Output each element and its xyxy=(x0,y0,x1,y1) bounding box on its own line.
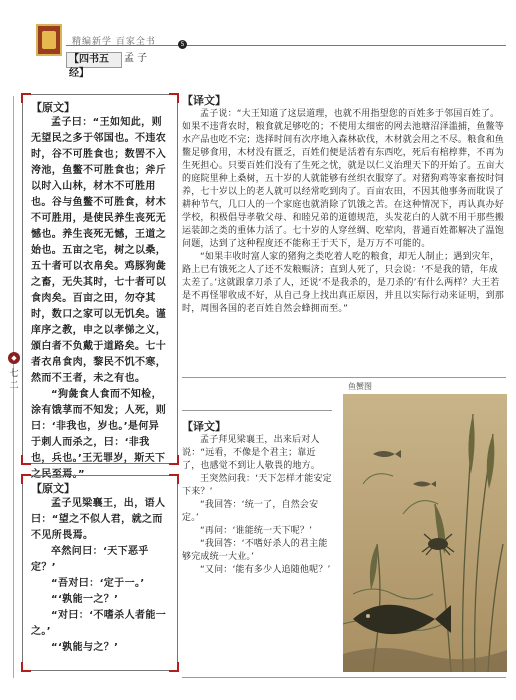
original-paragraph: “‘孰能一之？’ xyxy=(51,594,119,605)
original-paragraph: “‘孰能与之？’ xyxy=(51,642,119,653)
original-paragraph: “吾对曰：‘定于一。’ xyxy=(51,578,145,589)
painting-caption: 鱼蟹图 xyxy=(348,382,372,391)
translation-paragraph: 孟子说：“大王知道了这层道理，也就不用指望您的百姓多于邻国百姓了。如果不违背农时，粮食就足够吃的；不使用太细密的网去池塘沼泽滥捕，鱼鳖等水产品也吃不完；选择时间有次序地入森林砍伐，木材就会用之不尽。粮食和鱼鳖足够食用，木材没有匮乏，百姓们便是活着有东西吃，死后有棺椁葬，不再为生死担心。只要百姓们没有了生死之忧，就是以仁义治理天下的开始了。五亩大的庭院里种上桑树，五十岁的人就能够有丝织衣服穿了。对猪狗鸡等家畜按时饲养，七十岁以上的老人就可以经常吃到肉了。百亩农田，不因其他事务而耽误了耕种节气，几口人的一个家庭也就消除了饥饿之苦。在这种情况下，再认真办好学校，积极倡导孝敬父母、和睦兄弟的道德规范，头发花白的人就不用干那些搬运装卸之类的重体力活了。七十岁的人穿丝绸、吃荤肉，普通百姓都解决了温饱问题，达到了这种程度还不能称王于天下，是万万不可能的。 xyxy=(182,109,505,249)
translation-block-2 xyxy=(182,420,332,577)
original-text-box-1 xyxy=(22,94,178,480)
section-title: 【译文】 xyxy=(182,94,226,107)
original-paragraph: 孟子见梁襄王，出，语人曰：“望之不似人君，就之而不见所畏焉。 xyxy=(31,498,166,541)
translation-paragraph: “我回答：‘统一了，自然会安定。’ xyxy=(182,500,319,523)
original-paragraph: 卒然问曰：‘天下恶乎定？’ xyxy=(31,546,149,573)
book-emblem-icon xyxy=(36,24,62,56)
translation-paragraph: “又问：‘能有多少人追随他呢？’ xyxy=(200,565,331,575)
book-title: 【四书五经】 xyxy=(66,52,122,68)
series-title: 精编新学 百家全书 xyxy=(72,37,156,47)
translation-paragraph: “如果丰收时富人家的猪狗之类吃着人吃的粮食，却无人制止；遇到灾年，路上已有饿死之人了还不发粮赈济；直到人死了，只会说：‘不是我的错，年成太差了。’这就跟拿刀杀了人，还说‘不是我杀的，是刀杀的’有什么两样？大王若是不再怪罪收成不好，从自己身上找出真正原因，并且以实际行动来证明，到那时，周围各国的老百姓自然会蜂拥而至。” xyxy=(182,252,505,314)
section-divider xyxy=(182,410,332,411)
bottom-rule xyxy=(182,677,506,678)
header-rule xyxy=(66,45,506,46)
translation-paragraph: 孟子拜见梁襄王，出来后对人说：“远看，不像是个君主；靠近了，也感觉不到让人敬畏的地方。 xyxy=(182,435,321,471)
section-title: 【原文】 xyxy=(31,101,75,114)
translation-paragraph: 王突然问我：‘天下怎样才能安定下来？’ xyxy=(182,474,332,497)
section-divider xyxy=(182,377,506,378)
section-title: 【译文】 xyxy=(182,420,226,433)
original-paragraph: 孟子曰：“王如知此，则无望民之多于邻国也。不违农时，谷不可胜食也；数罟不入洿池，鱼鳖不可胜食也；斧斤以时入山林，材木不可胜用也。谷与鱼鳖不可胜食，材木不可胜用，是使民养生丧死无憾也。养生丧死无憾，王道之始也。五亩之宅，树之以桑，五十者可以衣帛矣。鸡豚狗彘之畜，无失其时，七十者可以食肉矣。百亩之田，勿夺其时，数口之家可以无饥矣。谨庠序之教，申之以孝悌之义，颁白者不负戴于道路矣。七十者衣帛食肉，黎民不饥不寒，然而不王者，未之有也。 xyxy=(31,117,167,384)
original-text-box-2 xyxy=(22,475,178,671)
section-title: 【原文】 xyxy=(31,482,75,495)
original-paragraph: “狗彘食人食而不知检，涂有饿莩而不知发；人死，则曰：‘非我也，岁也。’是何异于刺人而杀之，曰：‘非我也，兵也。’王无罪岁，斯天下之民至焉。” xyxy=(31,389,167,480)
page-number: 七 二 xyxy=(9,369,19,391)
fish-crab-painting xyxy=(343,394,507,672)
translation-block-1 xyxy=(182,94,506,316)
translation-paragraph: “我回答：‘不嗜好杀人的君主能够完成统一大业。’ xyxy=(182,539,328,562)
header-dot-icon: 5 xyxy=(178,40,187,49)
original-paragraph: “对曰：‘不嗜杀人者能一之。’ xyxy=(31,610,167,637)
translation-paragraph: “再问：‘谁能统一天下呢？’ xyxy=(200,526,313,536)
page-marker-icon: ◆ xyxy=(8,352,20,364)
chapter-title: 孟 子 xyxy=(124,53,148,64)
